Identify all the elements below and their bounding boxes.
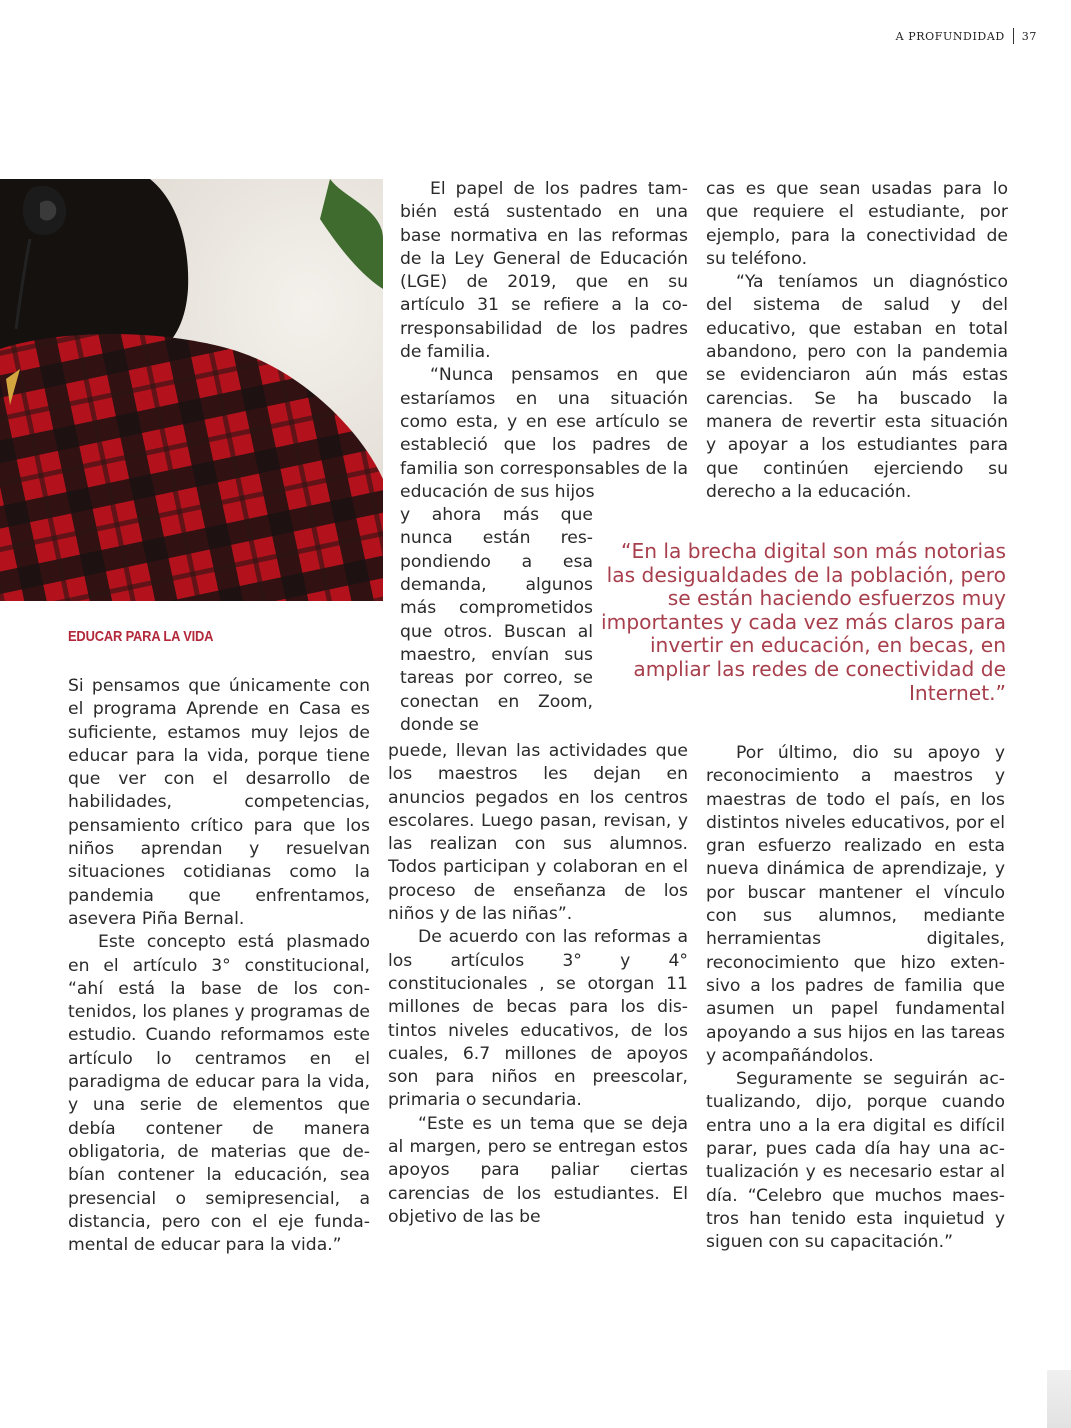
section-title: EDUCAR PARA LA VIDA xyxy=(68,628,214,645)
paragraph: Por último, dio su apoyo y reconocimiento a maestros y maestras de todo el país, en los distintos niveles educativos, por el gran esfuerzo realizado en esta nueva dinámica de aprendizaje, y por buscar mantener el vínculo con sus alumnos, mediante herramientas digitales, reconocimiento que hizo extensivo a los padres de familia que asumen un papel fundamental apoyando a sus hijos en las tareas y acompañándolos. xyxy=(706,743,1005,1066)
paragraph-continuation: cas es que sean usadas para lo que requiere el estudiante, por ejemplo, para la conectividad de su teléfono. xyxy=(706,179,1008,269)
paragraph: De acuerdo con las reformas a los artículos 3° y 4° constitucionales , se otorgan 11 millones de becas para los distintos niveles educativos, de los cuales, 6.7 millones de apoyos son para niños en preescolar, primaria o secundaria. xyxy=(388,927,688,1111)
column-3-top xyxy=(706,178,1008,504)
pull-quote: “En la brecha digital son más notorias las desigualdades de la población, pero se están haciendo esfuerzos muy importantes y cada vez más claros para invertir en educación, en becas, en ampliar las redes de conectividad de Internet.” xyxy=(601,539,1006,705)
header-divider xyxy=(1013,28,1014,44)
section-name: A PROFUNDIDAD xyxy=(895,29,1005,43)
column-3-bottom xyxy=(706,742,1005,1255)
paragraph: Este concepto está plasmado en el artículo 3° constitucional, “ahí está la base de los contenidos, los planes y programas de estudio. Cuando reformamos este artículo lo centramos en el paradigma de educar para la vida, y una serie de elementos que debía contener de manera obligatoria, de materias que debían contener la educación, sea presencial o semipresencial, a distancia, pero con el eje fundamental de educar para la vida.” xyxy=(68,932,370,1256)
paragraph: El papel de los padres también está sustentado en una base normativa en las reformas de la Ley General de Educación (LGE) de 2019, que en su artículo 31 se refiere a la corresponsabilidad de los padres de familia. xyxy=(400,179,688,363)
page-edge-shadow xyxy=(1047,1370,1071,1428)
column-2-bottom xyxy=(388,740,688,1229)
running-header xyxy=(896,28,1037,44)
column-1 xyxy=(68,675,370,1257)
page-number: 37 xyxy=(1021,29,1037,43)
paragraph: Seguramente se seguirán actualizando, dijo, porque cuando entra uno a la era digital es difícil parar, pues cada día hay una actualización y es necesario estar al día. “Celebro que muchos maestros han tenido esta inquietud y siguen con su capacitación.” xyxy=(706,1069,1005,1253)
paragraph: “Ya teníamos un diagnóstico del sistema de salud y del educativo, que estaban en total abandono, pero con la pandemia se evidenciaron aún más estas carencias. Se ha buscado la manera de revertir esta situación y apoyar a los estudiantes para que continúen ejerciendo su derecho a la educación. xyxy=(706,272,1008,502)
photo-illustration xyxy=(0,179,383,601)
student-headphones-photo xyxy=(0,179,383,601)
paragraph-continuation: y ahora más que nunca están respondiendo a esa demanda, algunos más comprometidos que otros. Buscan al maestro, envían sus tareas por correo, se conectan en Zoom, donde se xyxy=(400,505,593,735)
paragraph: “Este es un tema que se deja al margen, pero se entregan estos apoyos para paliar ciertas carencias de los estudiantes. El objetivo de las be xyxy=(388,1113,688,1227)
paragraph: Si pensamos que únicamente con el programa Aprende en Casa es suficiente, estamos muy lejos de educar para la vida, porque tiene que ver con el desarrollo de habilidades, competencias, pensamiento crítico para que los niños aprendan y resuelvan situaciones cotidianas como la pandemia que enfrentamos, asevera Piña Bernal. xyxy=(68,676,370,929)
paragraph-continuation: puede, llevan las actividades que los maestros les dejan en anuncios pegados en los centros escolares. Luego pasan, revisan, y las realizan con sus alumnos. Todos participan y colaboran en el proceso de enseñanza de los niños y de las niñas”. xyxy=(388,741,688,925)
paragraph: “Nunca pensamos en que estaríamos en una situación como esta, y en ese artículo se estableció que los padres de familia son corresponsables de la educación de sus hijos xyxy=(400,365,688,502)
